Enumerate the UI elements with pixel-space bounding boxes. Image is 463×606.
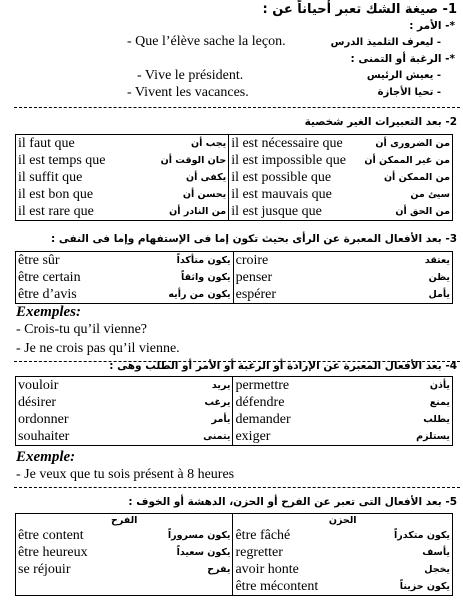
table-row xyxy=(16,561,453,578)
table-row xyxy=(16,394,453,411)
example-will: - Je veux que tu sois présent à 8 heures xyxy=(16,467,235,482)
divider xyxy=(14,487,460,488)
fr-verb: ordonner xyxy=(18,411,69,427)
ar-translation: يكون متكدراً xyxy=(394,530,450,541)
ar-translation: يعتقد xyxy=(424,255,450,266)
ar-translation: يأمر xyxy=(165,411,233,428)
table-row xyxy=(16,252,453,270)
fr-verb: défendre xyxy=(235,394,285,410)
fr-expression: il faut que xyxy=(18,135,75,151)
section-5-heading: 5- بعد الأفعال التى تعبر عن الفرح أو الحزن، الدهشة أو الخوف : xyxy=(128,496,457,508)
fr-expression: il est mauvais que xyxy=(231,186,332,202)
example-label: Exemple: xyxy=(16,449,76,465)
ar-translation: يفرح xyxy=(137,561,233,578)
examples-label: Exemples: xyxy=(16,304,81,320)
table-row xyxy=(16,286,453,304)
fr-verb: être content xyxy=(18,527,84,543)
fr-verb: exiger xyxy=(235,428,271,444)
table-row xyxy=(16,152,453,169)
fr-verb: être d’avis xyxy=(18,286,77,302)
column-header-sadness: الحزن xyxy=(328,515,357,526)
fr-expression: il est bon que xyxy=(18,186,94,202)
table-row xyxy=(16,135,453,153)
example-wish-1-fr: - Vive le président. xyxy=(137,68,244,83)
fr-verb: demander xyxy=(235,411,291,427)
table-header-row xyxy=(16,514,453,528)
fr-verb: être heureux xyxy=(18,544,88,560)
ar-translation: يكون سعيداً xyxy=(137,544,233,561)
fr-verb: désirer xyxy=(18,394,57,410)
fr-verb: être sûr xyxy=(18,252,60,268)
ar-translation: سيئ من xyxy=(410,189,450,200)
fr-verb: être certain xyxy=(18,269,81,285)
example-wish-1-ar: - يعيش الرئيس xyxy=(366,70,441,81)
fr-expression: il est rare que xyxy=(18,203,94,219)
table-row xyxy=(16,169,453,186)
example-question: - Crois-tu qu’il vienne? xyxy=(16,322,148,337)
ar-translation: يخجل xyxy=(424,564,450,575)
table-row xyxy=(16,527,453,544)
example-wish-2-fr: - Vivent les vacances. xyxy=(127,85,249,100)
fr-expression: il est impossible que xyxy=(231,152,346,168)
ar-translation: من الحق أن xyxy=(395,206,450,217)
fr-verb: se réjouir xyxy=(18,561,71,577)
section-1-heading: 1- صيغة الشك تعبر أحياناً عن : xyxy=(262,2,457,17)
ar-translation xyxy=(137,578,233,596)
fr-expression: il est temps que xyxy=(18,152,106,168)
fr-verb: vouloir xyxy=(18,377,59,393)
fr-expression: il est nécessaire que xyxy=(231,135,343,151)
table-row xyxy=(16,203,453,221)
table-row xyxy=(16,186,453,203)
emotion-verbs-table xyxy=(15,513,453,596)
example-imperative-fr: - Que l’élève sache la leçon. xyxy=(127,34,286,49)
ar-translation: من غير الممكن أن xyxy=(364,155,450,166)
ar-translation: يحسن أن xyxy=(150,186,229,203)
ar-translation: يأمل xyxy=(428,289,450,300)
ar-translation: من النادر أن xyxy=(150,203,229,221)
fr-verb: croire xyxy=(235,252,269,268)
ar-translation: من الممكن أن xyxy=(383,172,450,183)
fr-verb xyxy=(16,578,138,596)
fr-verb: espérer xyxy=(235,286,277,302)
fr-verb: être mécontent xyxy=(235,578,319,594)
will-verbs-table xyxy=(15,376,453,446)
ar-translation: يجب أن xyxy=(150,135,229,153)
ar-translation: يطلب xyxy=(423,414,450,425)
ar-translation: من الضرورى أن xyxy=(375,138,450,149)
divider xyxy=(14,107,460,108)
ar-translation: يكون مسروراً xyxy=(137,527,233,544)
fr-verb: avoir honte xyxy=(235,561,299,577)
table-row xyxy=(16,578,453,596)
ar-translation: يأسف xyxy=(422,547,450,558)
ar-translation: يتمنى xyxy=(165,428,233,446)
opinion-verbs-table xyxy=(15,251,453,304)
fr-verb: regretter xyxy=(235,544,283,560)
ar-translation: يمنع xyxy=(429,397,450,408)
table-row xyxy=(16,377,453,395)
fr-verb: être fâché xyxy=(235,527,291,543)
section-2-heading: 2- بعد التعبيرات الغير شخصية xyxy=(304,116,457,128)
ar-translation: يستلزم xyxy=(416,431,450,442)
ar-translation: يكون متأكداً xyxy=(135,252,233,270)
example-wish-2-ar: - تحيا الأجازة xyxy=(377,87,441,98)
fr-verb: penser xyxy=(235,269,273,285)
section-1-sub-imperative: *- الأمر : xyxy=(409,20,455,32)
fr-expression: il suffit que xyxy=(18,169,83,185)
section-1-sub-wish: *- الرغبة أو التمنى : xyxy=(350,53,455,65)
fr-expression: il est possible que xyxy=(231,169,332,185)
fr-expression: il est jusque que xyxy=(231,203,322,219)
example-negation: - Je ne crois pas qu’il vienne. xyxy=(16,341,180,356)
table-row xyxy=(16,269,453,286)
section-3-heading: 3- بعد الأفعال المعبرة عن الرأى بحيث تكون إما فى الإستفهام وإما فى النفى : xyxy=(51,233,457,245)
fr-verb: permettre xyxy=(235,377,290,393)
ar-translation: يكفى أن xyxy=(150,169,229,186)
ar-translation: يكون حزيناً xyxy=(399,581,450,592)
table-row xyxy=(16,544,453,561)
ar-translation: يظن xyxy=(428,272,450,283)
ar-translation: يريد xyxy=(165,377,233,395)
example-imperative-ar: - ليعرف التلميذ الدرس xyxy=(330,37,441,48)
column-header-joy: الفرح xyxy=(16,514,233,528)
ar-translation: يكون واثقاً xyxy=(135,269,233,286)
ar-translation: يرغب xyxy=(165,394,233,411)
ar-translation: يكون من رأيه xyxy=(135,286,233,304)
ar-translation: حان الوقت أن xyxy=(150,152,229,169)
fr-verb: souhaiter xyxy=(18,428,70,444)
table-row xyxy=(16,411,453,428)
table-row xyxy=(16,428,453,446)
ar-translation: يأذن xyxy=(429,380,450,391)
impersonal-expressions-table xyxy=(15,134,453,221)
section-4-heading: 4- بعد الأفعال المعبرة عن الإرادة أو الرغبة أو الأمر أو الطلب وهى : xyxy=(109,360,457,372)
